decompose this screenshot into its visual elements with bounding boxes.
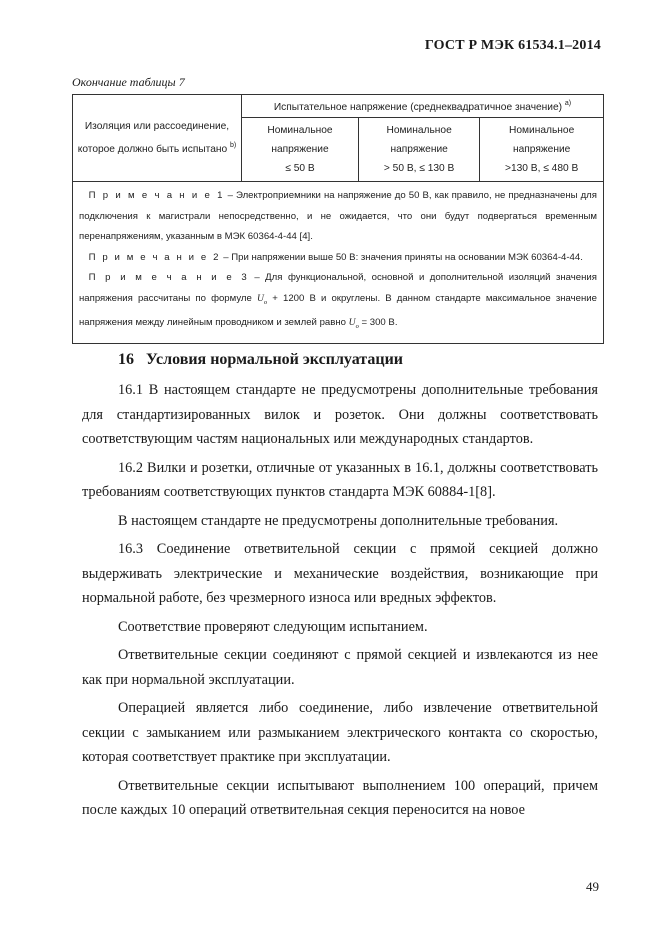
note-text: = 300 В. — [358, 316, 398, 328]
subheader-line: Номинальное — [386, 125, 452, 136]
note-1 — [79, 186, 597, 248]
section-title: Условия нормальной эксплуатации — [146, 351, 404, 368]
formula-u-sub: o — [355, 322, 359, 330]
note-text: – Для функциональной, основной и дополнительной изоляций значения напряжения рассчитаны по формуле — [79, 272, 597, 304]
note-label: П р и м е ч а н и е 1 — [88, 190, 225, 201]
paragraph: Операцией является либо соединение, либо извлечение ответвительной секции с замыканием или размыканием электрического контакта со скоростью, которая соответствует практике при эксплуатации. — [82, 700, 598, 765]
formula-u-sub: o — [263, 298, 268, 306]
insulation-header-cell — [73, 95, 242, 182]
table-notes — [73, 182, 604, 344]
note-text: – Электроприемники на напряжение до 50 В, как правило, не предназначены для подключения к магистрали непосредственно, и не ожидается, что они будут подвергаться временным перенапряжениям, указанным в МЭК 60364-4-44 [4]. — [79, 190, 597, 242]
subheader-range: > 50 В, ≤ 130 В — [383, 163, 455, 174]
section-heading — [118, 351, 403, 369]
section-number: 16 — [118, 351, 134, 368]
subheader-line: Номинальное — [267, 125, 333, 136]
note-3 — [79, 268, 597, 337]
paragraph: Соответствие проверяют следующим испытанием. — [118, 618, 428, 635]
table-caption: Окончание таблицы 7 — [72, 75, 185, 89]
insulation-header-text: Изоляция или рассоединение, которое должно быть испытано — [77, 121, 230, 155]
subheader-range: >130 В, ≤ 480 В — [505, 163, 579, 174]
paragraph: Ответвительные секции испытывают выполнением 100 операций, причем после каждых 10 операций ответвительная секция переносится на новое — [82, 777, 598, 818]
paragraph: Ответвительные секции соединяют с прямой секцией и извлекаются из нее как при нормальной эксплуатации. — [82, 647, 598, 688]
insulation-header-footnote: b) — [230, 142, 237, 149]
note-text: + 1200 В и округлены. В данном стандарте максимальное значение напряжения между линейным проводником и землей равно — [79, 292, 597, 328]
note-label: П р и м е ч а н и е 2 — [88, 251, 221, 263]
page-number: 49 — [586, 879, 599, 894]
formula-symbol — [349, 317, 359, 328]
paragraph: 16.3 Соединение ответвительной секции с прямой секцией должно выдерживать электрические и механические воздействия, возникающие при нормальной работе, без чрезмерного износа или вредных эффектов. — [82, 541, 598, 606]
section-body — [82, 378, 598, 823]
formula-u: U — [256, 292, 264, 304]
formula-u: U — [348, 316, 356, 328]
note-2 — [79, 248, 597, 269]
note-label: П р и м е ч а н и е 3 — [88, 272, 249, 283]
paragraph: В настоящем стандарте не предусмотрены дополнительные требования. — [118, 512, 559, 529]
voltage-subheader-3 — [480, 118, 604, 182]
test-voltage-table — [72, 94, 604, 344]
paragraph: 16.2 Вилки и розетки, отличные от указанных в 16.1, должны соответствовать требованиям соответствующих пунктов стандарта МЭК 60884-1[8]. — [82, 459, 598, 500]
subheader-line: напряжение — [390, 144, 448, 155]
subheader-line: напряжение — [512, 144, 571, 155]
voltage-header-text: Испытательное напряжение (среднеквадратичное значение) — [273, 101, 563, 113]
voltage-subheader-2 — [358, 118, 479, 182]
formula-symbol — [257, 293, 267, 304]
note-text: – При напряжении выше 50 В: значения приняты на основании МЭК 60364-4-44. — [220, 251, 583, 263]
subheader-line: напряжение — [271, 144, 329, 155]
voltage-header-footnote: a) — [564, 99, 572, 107]
voltage-subheader-1 — [242, 118, 359, 182]
voltage-header-cell — [242, 95, 604, 118]
document-header: ГОСТ Р МЭК 61534.1–2014 — [424, 38, 601, 53]
subheader-line: Номинальное — [509, 125, 575, 136]
paragraph: 16.1 В настоящем стандарте не предусмотрены дополнительные требования для стандартизированных вилок и розеток. Они должны соответствовать соответствующим частям национальных или международных стандартов. — [82, 382, 598, 447]
subheader-range: ≤ 50 В — [285, 163, 315, 174]
